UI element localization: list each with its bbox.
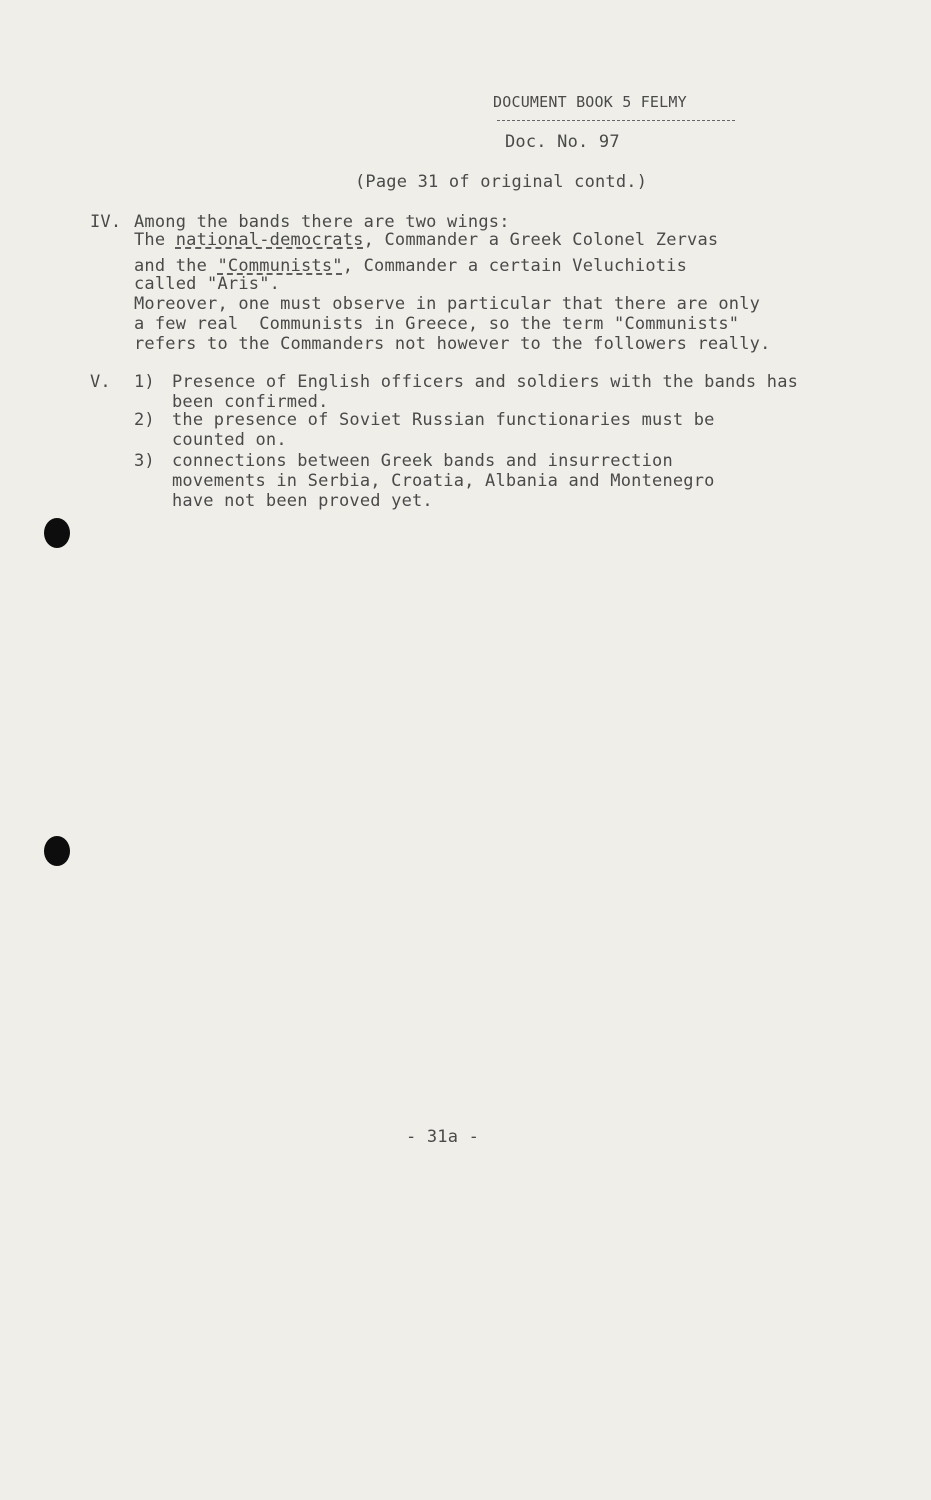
- section-iv-line-2: [134, 230, 718, 250]
- item-3-line-2: movements in Serbia, Croatia, Albania and Montenegro: [172, 471, 715, 491]
- item-2-line-2: counted on.: [172, 430, 287, 450]
- punch-hole-bottom: [44, 836, 70, 866]
- heading-rule: [497, 120, 735, 121]
- national-democrats-term: national-democrats: [175, 230, 364, 250]
- item-1-line-2: been confirmed.: [172, 392, 329, 412]
- communists-term: "Communists": [217, 256, 343, 276]
- section-iv-line-7: refers to the Commanders not however to the followers really.: [134, 334, 771, 354]
- item-1-line-1: Presence of English officers and soldiers with the bands has: [172, 372, 799, 392]
- page-continuation-note: (Page 31 of original contd.): [355, 172, 648, 192]
- section-v-label: V.: [90, 372, 111, 392]
- section-iv-line-6: a few real Communists in Greece, so the term "Communists": [134, 314, 740, 334]
- item-3-line-3: have not been proved yet.: [172, 491, 433, 511]
- section-iv-line-3: [134, 256, 687, 276]
- line3-prefix: and the: [134, 256, 218, 276]
- section-iv-line-5: Moreover, one must observe in particular that there are only: [134, 294, 761, 314]
- section-iv-label: IV.: [90, 212, 122, 232]
- document-book-heading: DOCUMENT BOOK 5 FELMY: [493, 93, 687, 111]
- line2-suffix: , Commander a Greek Colonel Zervas: [363, 230, 719, 250]
- item-2-line-1: the presence of Soviet Russian functionaries must be: [172, 410, 715, 430]
- line2-prefix: The: [134, 230, 176, 250]
- item-3-number: 3): [134, 451, 155, 471]
- line3-suffix: , Commander a certain Veluchiotis: [342, 256, 688, 276]
- item-1-number: 1): [134, 372, 155, 392]
- item-2-number: 2): [134, 410, 155, 430]
- section-iv-line-1: Among the bands there are two wings:: [134, 212, 510, 232]
- item-3-line-1: connections between Greek bands and insurrection: [172, 451, 673, 471]
- section-iv-line-4: called "Aris".: [134, 274, 281, 294]
- punch-hole-top: [44, 518, 70, 548]
- doc-number: Doc. No. 97: [505, 132, 620, 152]
- page-number: - 31a -: [406, 1127, 480, 1147]
